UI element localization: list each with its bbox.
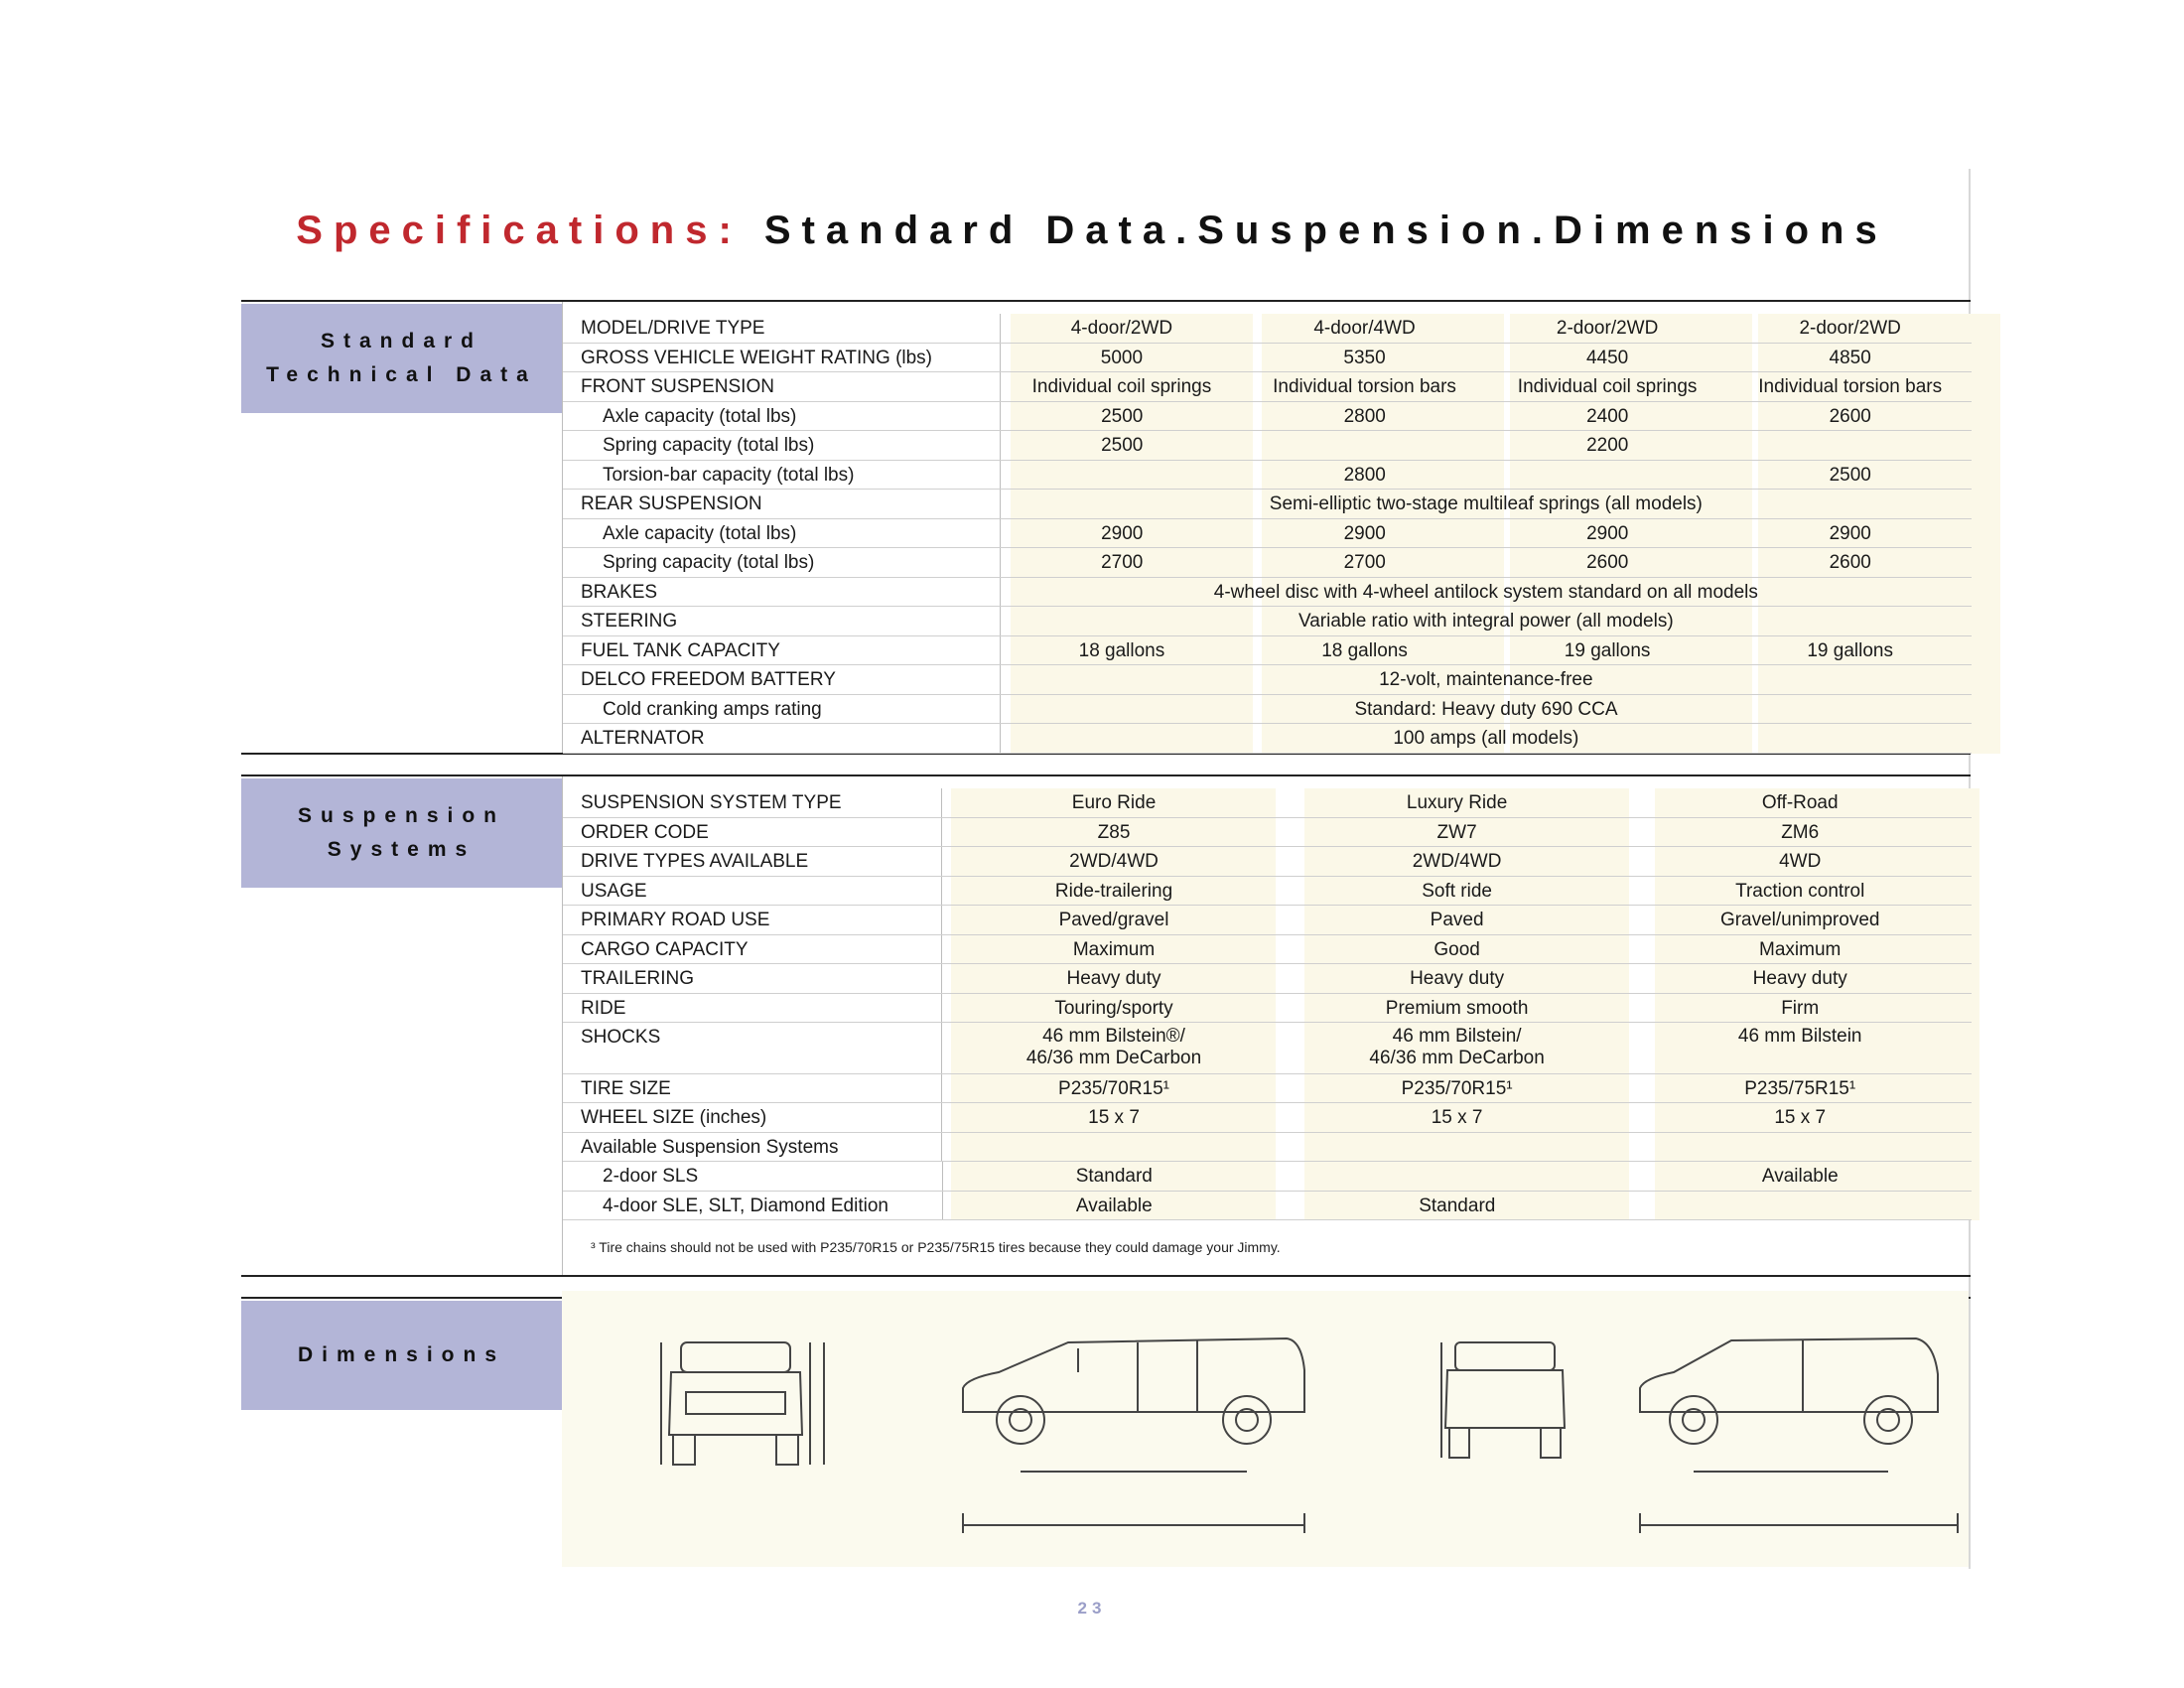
std-span-value: Variable ratio with integral power (all models) xyxy=(1297,611,1674,632)
std-cell: 2400 xyxy=(1586,405,1629,427)
std-cell: 2700 xyxy=(1343,552,1386,573)
susp-cell-line: 46/36 mm DeCarbon xyxy=(1369,1048,1545,1068)
std-span-value: 100 amps (all models) xyxy=(1393,728,1579,749)
suspension-section-label xyxy=(241,778,562,888)
page-title xyxy=(0,209,2184,253)
title-rest: Standard Data.Suspension.Dimensions xyxy=(763,209,1888,252)
susp-row-label: CARGO CAPACITY xyxy=(563,935,942,964)
suspension-systems-table xyxy=(562,776,1971,1275)
susp-row-label: USAGE xyxy=(563,877,942,906)
susp-row-label: TRAILERING xyxy=(563,964,942,993)
susp-cell: Heavy duty xyxy=(1752,968,1847,989)
susp-table-row xyxy=(563,1162,1972,1192)
std-row-label: Spring capacity (total lbs) xyxy=(563,431,1001,460)
susp-cell: P235/70R15¹ xyxy=(1401,1077,1513,1099)
std-cell: 2800 xyxy=(1343,405,1386,427)
susp-row-label: DRIVE TYPES AVAILABLE xyxy=(563,847,942,876)
suspension-systems-section xyxy=(241,774,1971,1277)
susp-cell: 15 x 7 xyxy=(1774,1107,1827,1128)
std-row-label: Cold cranking amps rating xyxy=(563,695,1001,724)
std-row-label: BRAKES xyxy=(563,578,1001,607)
front-view-vehicle-icon xyxy=(661,1342,824,1465)
side-view-2-door-icon xyxy=(1640,1338,1958,1533)
std-cell: Individual torsion bars xyxy=(1273,376,1456,397)
std-cell: 2200 xyxy=(1586,435,1629,456)
susp-cell xyxy=(1286,1023,1629,1073)
susp-cell xyxy=(1286,1133,1629,1162)
susp-cell: Traction control xyxy=(1735,880,1865,902)
std-cell: 2800 xyxy=(1343,464,1386,486)
std-row-label: FRONT SUSPENSION xyxy=(563,372,1001,401)
std-cell: 2900 xyxy=(1586,522,1629,544)
susp-table-row xyxy=(563,935,1972,965)
susp-column-header: Off-Road xyxy=(1761,792,1839,813)
std-cell: 2700 xyxy=(1101,552,1144,573)
std-table-row xyxy=(563,402,1972,432)
std-cell xyxy=(1244,431,1487,460)
std-row-label: DELCO FREEDOM BATTERY xyxy=(563,665,1001,694)
susp-cell: Available xyxy=(1761,1166,1839,1187)
std-column-header: 4-door/4WD xyxy=(1313,318,1416,339)
std-cell: Individual torsion bars xyxy=(1758,376,1943,397)
std-cell: 2900 xyxy=(1101,522,1144,544)
susp-cell xyxy=(1629,1192,1972,1220)
std-row-label: Spring capacity (total lbs) xyxy=(563,548,1001,577)
susp-table-row xyxy=(563,1023,1972,1074)
susp-cell: 2WD/4WD xyxy=(1412,851,1502,872)
std-cell: 2900 xyxy=(1343,522,1386,544)
susp-table-row xyxy=(563,877,1972,907)
std-table-row xyxy=(563,461,1972,491)
dimensions-section-label xyxy=(241,1301,562,1410)
std-row-label: MODEL/DRIVE TYPE xyxy=(563,314,1001,343)
std-cell: 4450 xyxy=(1585,347,1629,368)
vehicle-dimension-diagrams xyxy=(562,1291,1969,1567)
susp-table-row xyxy=(563,1103,1972,1133)
susp-cell-line: 46/36 mm DeCarbon xyxy=(1025,1048,1202,1068)
std-cell: 2500 xyxy=(1829,464,1871,486)
std-row-label: Axle capacity (total lbs) xyxy=(563,519,1001,548)
susp-cell: Paved/gravel xyxy=(1058,910,1169,930)
suspension-label-line-1: Suspension xyxy=(297,804,506,827)
susp-cell: Good xyxy=(1433,938,1480,960)
susp-cell: Gravel/unimproved xyxy=(1719,910,1880,930)
std-cell xyxy=(1486,461,1729,490)
susp-row-label: SHOCKS xyxy=(563,1023,942,1073)
standard-data-table xyxy=(562,302,1971,753)
std-table-row xyxy=(563,548,1972,578)
std-table-row xyxy=(563,636,1972,666)
suspension-label-line-2: Systems xyxy=(327,838,477,861)
std-table-row xyxy=(563,431,1972,461)
susp-cell: ZW7 xyxy=(1436,821,1477,843)
std-column-header: 4-door/2WD xyxy=(1070,318,1173,339)
susp-cell-line: 46 mm Bilstein xyxy=(1737,1026,1862,1047)
susp-cell: Firm xyxy=(1781,997,1820,1019)
std-table-row xyxy=(563,490,1972,519)
std-cell: 2600 xyxy=(1829,405,1871,427)
std-cell: Individual coil springs xyxy=(1031,376,1212,397)
tire-chain-footnote: ³ Tire chains should not be used with P235/70R15 or P235/75R15 tires because they could damage your Jimmy. xyxy=(591,1239,1281,1255)
std-cell: 5000 xyxy=(1100,347,1144,368)
standard-label-line-1: Standard xyxy=(320,330,482,352)
susp-table-row xyxy=(563,1133,1972,1163)
susp-cell: P235/75R15¹ xyxy=(1744,1077,1856,1099)
standard-section-label xyxy=(241,304,562,413)
std-span-value: Semi-elliptic two-stage multileaf springs (all models) xyxy=(1269,493,1703,514)
susp-row-label: 4-door SLE, SLT, Diamond Edition xyxy=(563,1192,943,1220)
std-row-label: Torsion-bar capacity (total lbs) xyxy=(563,461,1001,490)
susp-table-row xyxy=(563,847,1972,877)
susp-cell: Z85 xyxy=(1097,821,1131,843)
susp-column-header: Luxury Ride xyxy=(1406,792,1508,813)
susp-cell: 2WD/4WD xyxy=(1069,851,1159,872)
std-span-value: Standard: Heavy duty 690 CCA xyxy=(1354,698,1618,720)
rear-view-vehicle-icon xyxy=(1441,1342,1565,1458)
std-cell: 2500 xyxy=(1101,435,1144,456)
std-row-label: ALTERNATOR xyxy=(563,724,1001,753)
std-column-header: 2-door/2WD xyxy=(1556,318,1659,339)
susp-row-label: RIDE xyxy=(563,994,942,1023)
susp-table-row xyxy=(563,1192,1972,1221)
susp-table-row xyxy=(563,964,1972,994)
susp-cell: Maximum xyxy=(1072,938,1156,960)
std-span-value: 4-wheel disc with 4-wheel antilock system standard on all models xyxy=(1213,581,1758,603)
susp-row-label: WHEEL SIZE (inches) xyxy=(563,1103,942,1132)
std-table-row xyxy=(563,724,1972,754)
std-row-label: GROSS VEHICLE WEIGHT RATING (lbs) xyxy=(563,344,1001,372)
susp-cell: Standard xyxy=(1419,1195,1496,1216)
std-cell xyxy=(1001,461,1244,490)
susp-cell: Standard xyxy=(1075,1166,1153,1187)
susp-cell: Touring/sporty xyxy=(1054,997,1173,1019)
susp-cell xyxy=(1628,1023,1972,1073)
susp-cell: Heavy duty xyxy=(1066,968,1161,989)
susp-cell xyxy=(1628,1133,1972,1162)
standard-label-line-2: Technical Data xyxy=(266,363,537,386)
susp-column-header: Euro Ride xyxy=(1071,792,1157,813)
susp-cell: Available xyxy=(1075,1195,1153,1216)
dimension-drawings xyxy=(562,1291,1969,1567)
std-table-row xyxy=(563,372,1972,402)
std-cell: 2600 xyxy=(1829,552,1871,573)
std-table-row xyxy=(563,578,1972,608)
susp-row-label: 2-door SLS xyxy=(563,1162,943,1191)
standard-technical-data-section xyxy=(241,300,1971,755)
susp-cell: Ride-trailering xyxy=(1054,880,1173,902)
std-row-label: FUEL TANK CAPACITY xyxy=(563,636,1001,665)
std-row-label: Axle capacity (total lbs) xyxy=(563,402,1001,431)
susp-cell: ZM6 xyxy=(1781,821,1820,843)
susp-table-row xyxy=(563,906,1972,935)
std-cell: 19 gallons xyxy=(1564,639,1651,661)
page-number: 23 xyxy=(1077,1599,1107,1618)
std-cell: 2600 xyxy=(1586,552,1629,573)
susp-cell-line: 46 mm Bilstein®/ xyxy=(1042,1026,1185,1047)
susp-table-row xyxy=(563,994,1972,1024)
dimensions-label-line-1: Dimensions xyxy=(297,1343,506,1366)
std-cell: Individual coil springs xyxy=(1517,376,1698,397)
std-column-header: 2-door/2WD xyxy=(1799,318,1901,339)
std-cell: 2900 xyxy=(1829,522,1871,544)
std-table-row xyxy=(563,665,1972,695)
susp-row-label: Available Suspension Systems xyxy=(563,1133,942,1162)
susp-cell: Paved xyxy=(1430,910,1484,930)
std-cell: 19 gallons xyxy=(1807,639,1893,661)
susp-row-label: ORDER CODE xyxy=(563,818,942,847)
std-row-label: REAR SUSPENSION xyxy=(563,490,1001,518)
susp-cell: 4WD xyxy=(1779,851,1822,872)
susp-cell: Maximum xyxy=(1759,938,1842,960)
susp-cell: P235/70R15¹ xyxy=(1058,1077,1169,1099)
susp-cell: Heavy duty xyxy=(1410,968,1505,989)
std-row-label: STEERING xyxy=(563,607,1001,635)
susp-cell: 15 x 7 xyxy=(1431,1107,1483,1128)
std-cell: 5350 xyxy=(1343,347,1386,368)
susp-header-row xyxy=(563,788,1972,818)
susp-cell xyxy=(942,1133,1286,1162)
susp-row-label: SUSPENSION SYSTEM TYPE xyxy=(563,788,942,817)
std-table-row xyxy=(563,607,1972,636)
std-cell: 4850 xyxy=(1829,347,1871,368)
susp-table-row xyxy=(563,818,1972,848)
std-cell: 18 gallons xyxy=(1078,639,1165,661)
title-prefix: Specifications: xyxy=(296,209,743,252)
std-span-value: 12-volt, maintenance-free xyxy=(1379,669,1593,690)
std-table-row xyxy=(563,519,1972,549)
susp-cell-line: 46 mm Bilstein/ xyxy=(1392,1026,1522,1047)
std-cell: 2500 xyxy=(1101,405,1144,427)
susp-cell: Premium smooth xyxy=(1385,997,1529,1019)
susp-cell xyxy=(942,1023,1286,1073)
std-header-row xyxy=(563,314,1972,344)
susp-cell: Soft ride xyxy=(1422,880,1492,902)
std-cell: 18 gallons xyxy=(1321,639,1408,661)
std-table-row xyxy=(563,344,1972,373)
side-view-4-door-icon xyxy=(963,1338,1304,1533)
std-cell xyxy=(1729,431,1973,460)
std-table-row xyxy=(563,695,1972,725)
susp-row-label: TIRE SIZE xyxy=(563,1074,942,1103)
susp-cell: 15 x 7 xyxy=(1088,1107,1140,1128)
susp-cell xyxy=(1286,1162,1628,1191)
susp-table-row xyxy=(563,1074,1972,1104)
susp-row-label: PRIMARY ROAD USE xyxy=(563,906,942,934)
